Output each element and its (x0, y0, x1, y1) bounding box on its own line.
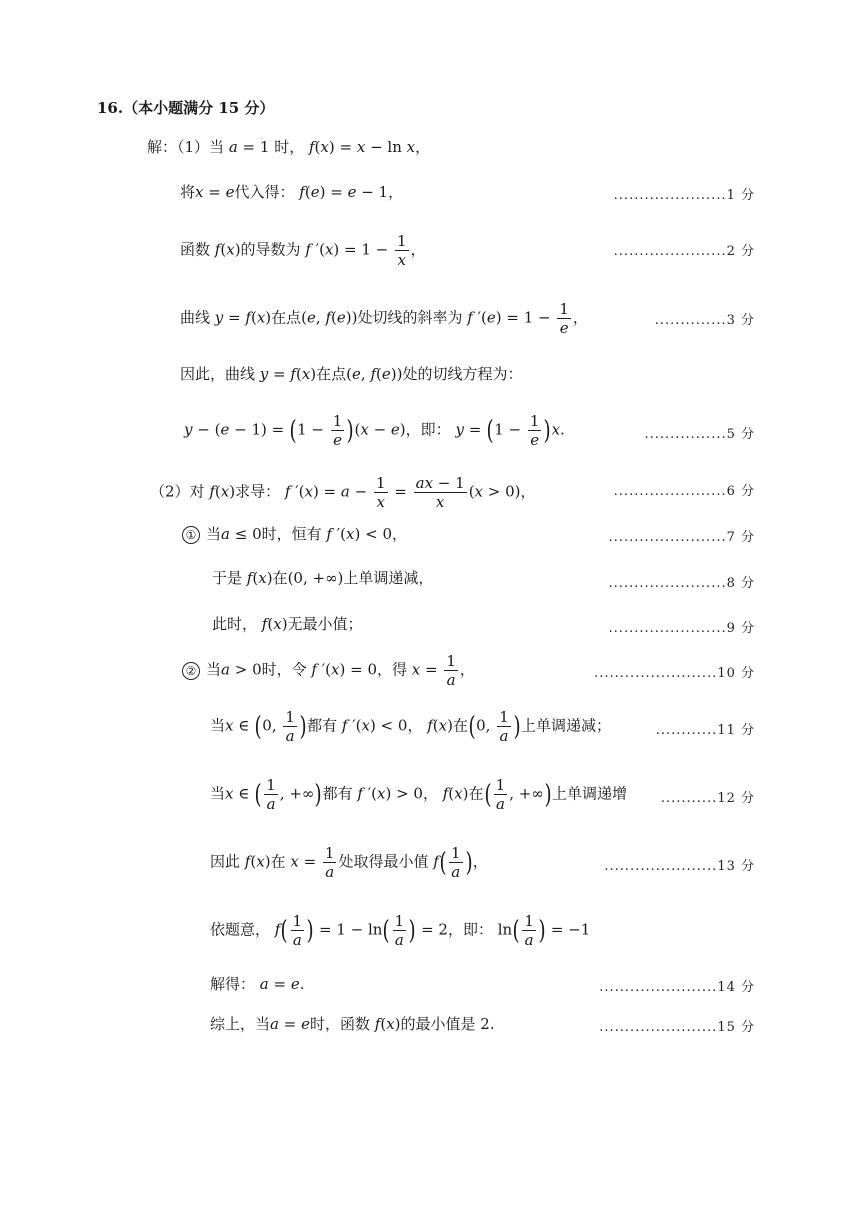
score-11: ............11 分 (655, 723, 755, 738)
score-8: .......................8 分 (608, 576, 755, 591)
case-1b: 于是 f(x)在(0, +∞)上单调递减， (212, 569, 434, 587)
case-1c: 此时， f(x)无最小值； (212, 615, 363, 633)
score-10: ........................10 分 (594, 666, 755, 681)
step-3: 曲线 y = f(x)在点(e, f(e))处切线的斜率为 f ′(e) = 1 − $\frac{1}{e}$ ， (180, 300, 588, 337)
step-5: y − (e − 1) = (1 − $\frac{1}{e}$ )(x − e)，即： y = (1 − $\frac{1}{e}$ )x. (184, 412, 565, 449)
score-13: ......................13 分 (604, 859, 755, 874)
step-1: 将x = e代入得： f(e) = e − 1， (180, 183, 404, 201)
case-2: ② 当a > 0时，令 f ′(x) = 0，得 x = $\frac{1}{a}$ ， (182, 652, 475, 689)
case-2e: 依题意， f( $\frac{1}{a}$ ) = 1 − ln( $\frac{1}{a}$ ) = 2，即： ln( $\frac{1}{a}$ ) = −1 (210, 912, 591, 949)
score-1: ......................1 分 (613, 188, 755, 203)
part1-intro: 解：（1）当 a = 1 时， f(x) = x − ln x， (147, 138, 431, 156)
score-6: ......................6 分 (613, 484, 755, 499)
case-2c: 当x ∈ ( $\frac{1}{a}$ , +∞)都有 f ′(x) > 0， f(x)在( $\frac{1}{a}$ , +∞)上单调递增 (210, 776, 627, 813)
part2-intro: （2）对 f(x)求导： f ′(x) = a − $\frac{1}{x}$ = $\frac{ax - 1}{x}$ (x > 0)， (150, 474, 536, 511)
score-15: .......................15 分 (599, 1020, 755, 1035)
score-14: .......................14 分 (599, 980, 755, 995)
score-9: .......................9 分 (608, 621, 755, 636)
case-1: ① 当a ≤ 0时，恒有 f ′(x) < 0， (182, 524, 407, 544)
case-2b: 当x ∈ (0, $\frac{1}{a}$ )都有 f ′(x) < 0， f(x)在(0, $\frac{1}{a}$ )上单调递减； (210, 708, 611, 745)
step-4: 因此，曲线 y = f(x)在点(e, f(e))处的切线方程为： (180, 365, 523, 383)
circled-two: ② (182, 662, 200, 680)
conclusion: 综上，当a = e时，函数 f(x)的最小值是 2. (210, 1015, 495, 1033)
case-2f: 解得： a = e. (210, 975, 305, 993)
case-2d: 因此 f(x)在 x = $\frac{1}{a}$ 处取得最小值 f( $\frac{1}{a}$ )， (210, 844, 488, 881)
score-12: ...........12 分 (660, 791, 755, 806)
problem-header: 16.（本小题满分 15 分） (97, 99, 275, 117)
step-2: 函数 f(x)的导数为 f ′(x) = 1 − $\frac{1}{x}$ ， (180, 232, 426, 269)
score-2: ......................2 分 (613, 244, 755, 259)
score-3: ..............3 分 (654, 313, 755, 328)
score-5: ................5 分 (644, 427, 755, 442)
circled-one: ① (182, 526, 200, 544)
score-7: .......................7 分 (608, 530, 755, 545)
